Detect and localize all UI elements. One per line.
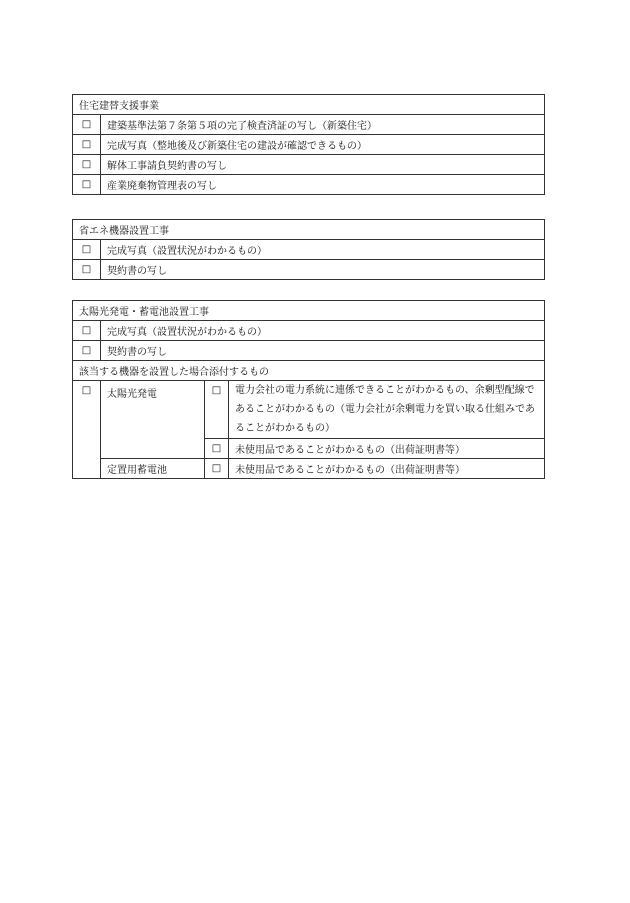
checklist-item-text: 契約書の写し xyxy=(101,341,545,361)
device-name-battery: 定置用蓄電池 xyxy=(101,459,205,479)
checkbox[interactable]: □ xyxy=(73,240,101,260)
checkbox[interactable]: □ xyxy=(205,381,229,439)
device-doc-row xyxy=(73,381,545,439)
checklist-row xyxy=(73,175,545,195)
checkbox[interactable]: □ xyxy=(205,459,229,479)
checklist-row xyxy=(73,115,545,135)
sub-header: 該当する機器を設置した場合添付するもの xyxy=(73,361,545,381)
checkbox[interactable]: □ xyxy=(205,439,229,459)
checklist-row xyxy=(73,321,545,341)
checkbox[interactable]: □ xyxy=(73,155,101,175)
solar-battery-table xyxy=(72,300,545,479)
device-doc-text: 電力会社の電力系統に連係できることがわかるもの、余剰型配線であることがわかるもの（電力会社が余剰電力を買い取る仕組みであることがわかるもの） xyxy=(229,381,545,439)
checkbox[interactable]: □ xyxy=(73,135,101,155)
housing-rebuild-table xyxy=(72,94,545,195)
checklist-item-text: 産業廃棄物管理表の写し xyxy=(101,175,545,195)
section-title-row xyxy=(73,95,545,115)
checkbox[interactable]: □ xyxy=(73,341,101,361)
checklist-item-text: 解体工事請負契約書の写し xyxy=(101,155,545,175)
device-doc-row xyxy=(73,459,545,479)
checklist-item-text: 完成写真（整地後及び新築住宅の建設が確認できるもの） xyxy=(101,135,545,155)
section-title: 省エネ機器設置工事 xyxy=(73,220,545,240)
checklist-row xyxy=(73,155,545,175)
checklist-item-text: 建築基準法第７条第５項の完了検査済証の写し（新築住宅） xyxy=(101,115,545,135)
section-title: 住宅建替支援事業 xyxy=(73,95,545,115)
section-title-row xyxy=(73,301,545,321)
group-checkbox[interactable]: □ xyxy=(73,381,101,479)
checklist-row xyxy=(73,260,545,280)
sub-header-row xyxy=(73,361,545,381)
device-doc-text: 未使用品であることがわかるもの（出荷証明書等） xyxy=(229,439,545,459)
section-title-row xyxy=(73,220,545,240)
energy-saving-table xyxy=(72,219,545,280)
section-title: 太陽光発電・蓄電池設置工事 xyxy=(73,301,545,321)
checkbox[interactable]: □ xyxy=(73,321,101,341)
checklist-item-text: 契約書の写し xyxy=(101,260,545,280)
checklist-item-text: 完成写真（設置状況がわかるもの） xyxy=(101,321,545,341)
device-doc-text: 未使用品であることがわかるもの（出荷証明書等） xyxy=(229,459,545,479)
checkbox[interactable]: □ xyxy=(73,260,101,280)
checkbox[interactable]: □ xyxy=(73,115,101,135)
device-name-solar: 太陽光発電 xyxy=(101,381,205,459)
checklist-row xyxy=(73,135,545,155)
checklist-item-text: 完成写真（設置状況がわかるもの） xyxy=(101,240,545,260)
checklist-row xyxy=(73,240,545,260)
checkbox[interactable]: □ xyxy=(73,175,101,195)
checklist-row xyxy=(73,341,545,361)
